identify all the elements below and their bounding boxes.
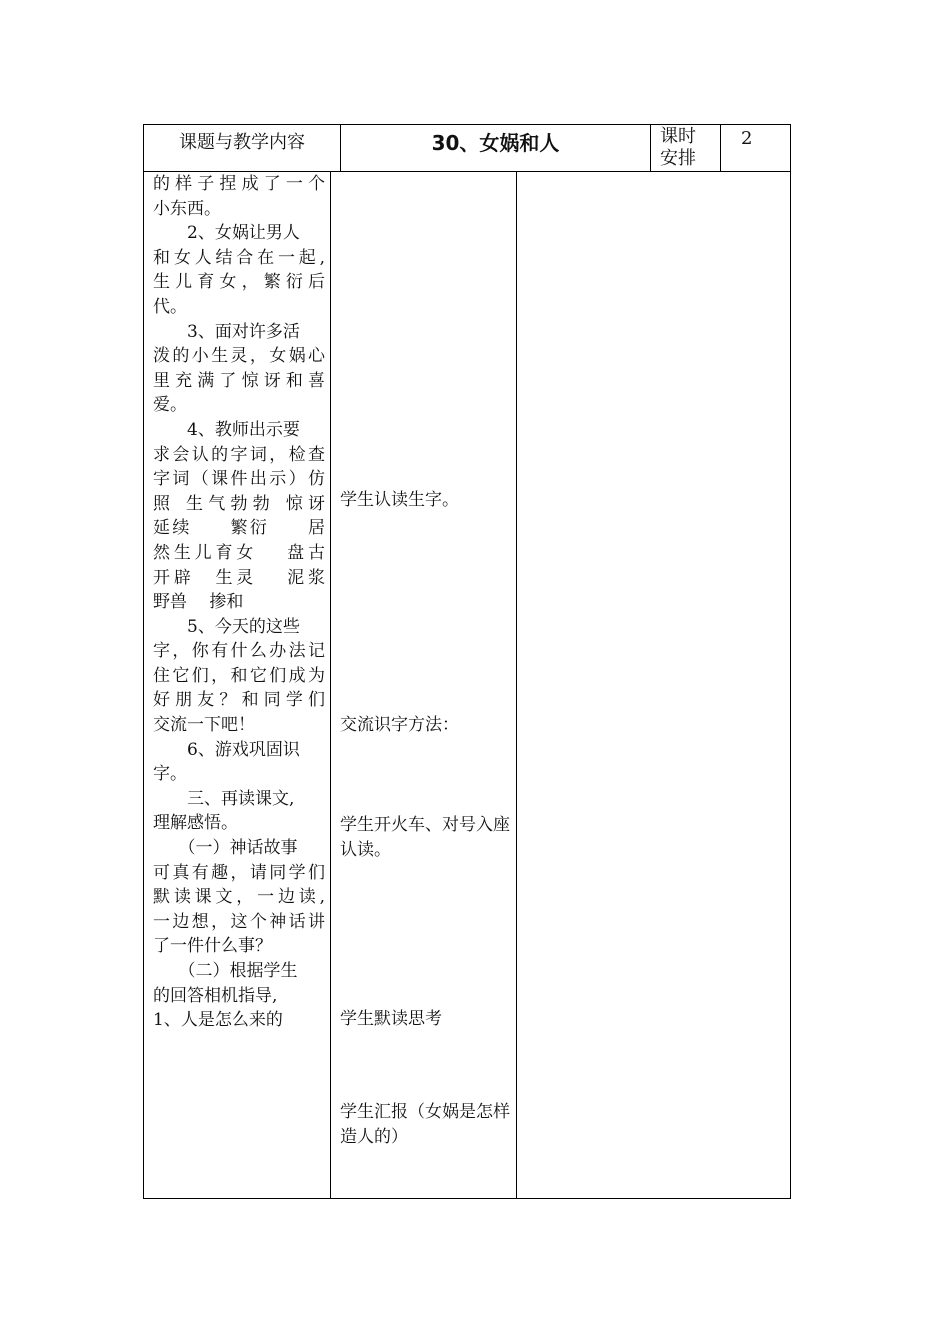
- teacher-line: 理解感悟。: [153, 813, 238, 834]
- teacher-line: 代。: [153, 296, 187, 317]
- teacher-line: 泼的小生灵，女娲心: [153, 346, 325, 367]
- teacher-line: 然生儿育女 盘古: [153, 542, 325, 563]
- teacher-line: 字。: [153, 764, 187, 785]
- student-activity-5: 学生汇报（女娲是怎样造人的）: [340, 1102, 510, 1147]
- teacher-line: 4、教师出示要: [153, 419, 300, 440]
- teacher-line: （二）根据学生: [153, 961, 298, 981]
- teacher-line: 爱。: [153, 395, 187, 416]
- teacher-line: 可真有趣，请同学们: [153, 862, 325, 883]
- teacher-line: 默读课文，一边读,: [153, 887, 325, 908]
- teacher-line: （一）神话故事: [153, 838, 298, 859]
- teacher-line: 里充满了惊讶和喜: [153, 370, 325, 391]
- teacher-line: 一边想，这个神话讲: [153, 911, 325, 932]
- topic-label: 课题与教学内容: [144, 125, 341, 171]
- teacher-activity-text: [153, 172, 325, 1033]
- teacher-line: 字，你有什么办法记: [153, 641, 325, 662]
- teacher-line: 了一件什么事？: [153, 936, 272, 957]
- hours-label-line1: 课时: [660, 126, 696, 147]
- teacher-line: 延续 繁衍 居: [153, 518, 325, 539]
- teacher-line: 照 生气勃勃 惊讶: [153, 493, 325, 514]
- student-activity-2: 交流识字方法：: [340, 715, 459, 735]
- teacher-line: 的回答相机指导,: [153, 985, 278, 1006]
- teacher-line: 生儿育女，繁衍后: [153, 272, 325, 293]
- teacher-line: 字词（课件出示）仿: [153, 469, 325, 490]
- teacher-line: 1、人是怎么来的: [153, 1010, 283, 1031]
- teacher-line: 野兽 掺和: [153, 592, 244, 613]
- hours-label-line2: 安排: [660, 148, 696, 169]
- teacher-line: 小东西。: [153, 198, 221, 219]
- teacher-line: 6、游戏巩固识: [153, 739, 300, 760]
- teacher-line: 的样子捏成了一个: [153, 174, 325, 194]
- table-header-row: [144, 125, 790, 172]
- teacher-line: 5、今天的这些: [153, 616, 300, 637]
- hours-label: [651, 125, 721, 171]
- lesson-title: 30、女娲和人: [341, 125, 651, 171]
- student-activity-4: 学生默读思考: [340, 1009, 442, 1029]
- teacher-line: 三、再读课文,: [153, 788, 295, 809]
- notes-column: [517, 171, 790, 1198]
- teacher-line: 和女人结合在一起,: [153, 247, 325, 268]
- teacher-line: 住它们，和它们成为: [153, 665, 325, 686]
- teacher-line: 交流一下吧！: [153, 715, 255, 736]
- teacher-line: 好朋友？和同学们: [153, 690, 325, 711]
- teacher-line: 3、面对许多活: [153, 321, 300, 342]
- teacher-line: 开辟 生灵 泥浆: [153, 567, 325, 588]
- lesson-plan-table: [143, 124, 791, 1199]
- student-activity-1: 学生认读生字。: [340, 490, 459, 510]
- teacher-line: 2、女娲让男人: [153, 223, 300, 244]
- teacher-line: 求会认的字词，检查: [153, 444, 325, 465]
- hours-value: 2: [741, 128, 753, 149]
- student-activity-3: 学生开火车、对号入座认读。: [340, 815, 510, 860]
- teacher-activity-column: [144, 171, 331, 1198]
- student-activity-column: [331, 171, 517, 1198]
